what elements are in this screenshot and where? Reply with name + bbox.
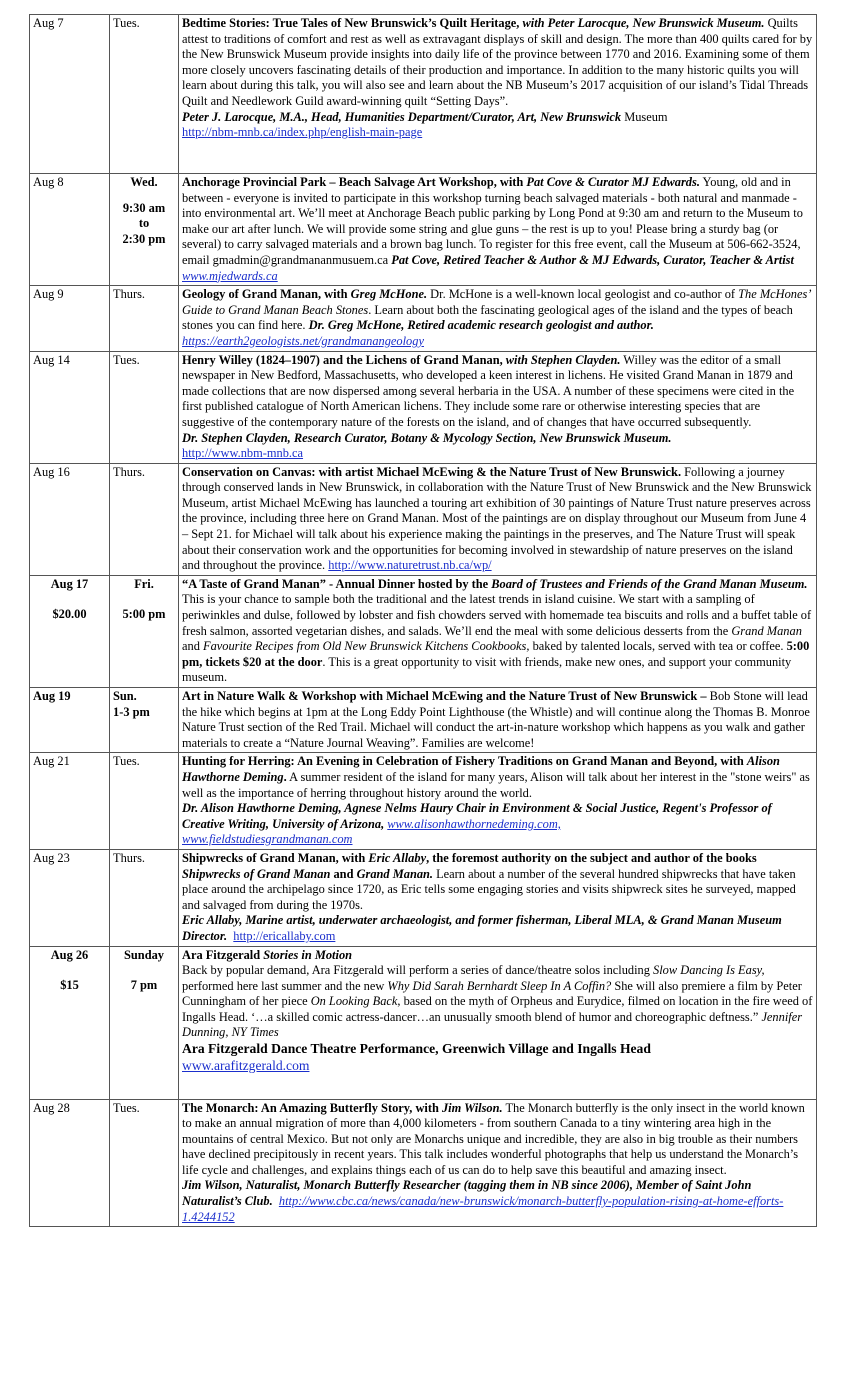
- event-row-aug-19: [30, 688, 817, 753]
- date-text: Aug 9: [33, 287, 64, 302]
- event-title: Art in Nature Walk & Workshop with Michael McEwing and the Nature Trust of New Brunswick –: [182, 689, 707, 703]
- event-body: Learn about a number of the several hundred shipwrecks that have taken place around the archipelago since 1720, as Eric tells some engaging stories and visits shipwreck sites he surveyed, mapped and salvaged from during the 1970s.: [182, 866, 796, 912]
- day-text: Sun.: [113, 689, 137, 703]
- date-text: Aug 19: [33, 689, 71, 703]
- presenter-credit: Peter J. Larocque, M.A., Head, Humanities Department/Curator, Art, New Brunswick: [182, 109, 622, 124]
- event-title-presenter: with Stephen Clayden.: [505, 352, 621, 367]
- event-title-presenter: Eric Allaby: [368, 850, 427, 865]
- day-text: Thurs.: [113, 850, 146, 865]
- event-body: Young, old and in between - everyone is invited to participate in this workshop turning beach salvaged materials - both natural and manmade - into environmental art. We’ll meet at Anchorage Beach public parking by Long Pond at 9:30 am and return to the Museum to make our art after lunch. We will provide some string and glue guns – the rest is up to you! Please bring a sturdy bag (or several) to carry salvaged materials and a brown bag lunch. To register for this free event, call the Museum at 506-662-3524, email gmadmin@grandmananmusuem.ca: [182, 175, 803, 267]
- event-date: [30, 575, 110, 687]
- solo-title-2: Why Did Sarah Bernhardt Sleep In A Coffin?: [387, 978, 612, 993]
- date-text: Aug 7: [33, 16, 64, 30]
- event-row-aug-16: [30, 463, 817, 575]
- day-text: Tues.: [113, 352, 140, 367]
- event-date: [30, 688, 110, 753]
- presenter-credit: Dr. Alison Hawthorne Deming, Agnese Nelms Haury Chair in Environment & Social Justice, Regent's Professor of Creative Writing, University of Arizona,: [182, 801, 772, 831]
- event-title-presenter: Greg McHone.: [350, 287, 428, 302]
- ticket-price: $15: [60, 978, 79, 993]
- event-body: Quilts attest to traditions of comfort and rest as well as extravagant displays of skill and design. The more than 400 quilts cared for by the New Brunswick Museum provide insights into daily life of the province between 1770 and 2016. Examining some of them more closely uncovers fascinating details of their production and importance. In addition to the many historic quilts you will learn about during this talk, you will also see and learn about the NB Museum’s 2017 acquisition of our island’s Tidal Threads Quilt and Needlework Guild award-winning quilt “Setting Days”.: [182, 16, 813, 108]
- date-text: Aug 21: [33, 754, 70, 769]
- event-row-aug-14: [30, 351, 817, 463]
- date-text: Aug 8: [33, 175, 64, 189]
- film-title: On Looking Back: [310, 994, 398, 1009]
- event-description: [179, 1099, 817, 1227]
- day-text: Thurs.: [113, 287, 146, 302]
- event-title-presenter: Jim Wilson.: [441, 1100, 503, 1115]
- event-title: The Monarch: An Amazing Butterfly Story, with: [182, 1100, 442, 1115]
- event-title: Henry Willey (1824–1907) and the Lichens of Grand Manan,: [182, 352, 506, 367]
- event-description: [179, 463, 817, 575]
- day-text: Tues.: [113, 1100, 140, 1115]
- time-start: 5:00 pm: [122, 607, 166, 622]
- event-date: [30, 1099, 110, 1227]
- day-text: Fri.: [134, 576, 154, 591]
- date-text: Aug 26: [50, 947, 89, 962]
- cookbook-title-2: Favourite Recipes from Old New Brunswick Kitchens Cookbooks,: [203, 639, 530, 654]
- event-date: [30, 849, 110, 946]
- event-link[interactable]: www.mjedwards.ca: [182, 268, 278, 283]
- event-title-show: Stories in Motion: [263, 947, 353, 962]
- presenter-credit: Dr. Stephen Clayden, Research Curator, Botany & Mycology Section, New Brunswick Museum.: [182, 430, 672, 445]
- book-title-1: Shipwrecks of Grand Manan: [182, 866, 331, 881]
- event-date: [30, 286, 110, 351]
- presenter-credit: Ara Fitzgerald Dance Theatre Performance, Greenwich Village and Ingalls Head: [182, 1041, 651, 1057]
- event-link[interactable]: http://ericallaby.com: [233, 928, 336, 943]
- event-day: [110, 688, 179, 753]
- event-link[interactable]: http://www.cbc.ca/news/canada/new-brunswick/monarch-butterfly-population-rising-at-home-efforts-1.4244152: [182, 1194, 784, 1224]
- event-date: [30, 174, 110, 286]
- event-body-cont-2: She will also premiere a film by Peter Cunningham of her piece: [182, 978, 802, 1009]
- event-description: [179, 351, 817, 463]
- day-text: Tues.: [113, 16, 140, 30]
- ticket-note: 5:00 pm, tickets $20 at the door: [182, 639, 810, 669]
- date-text: Aug 14: [33, 352, 70, 367]
- book-title-2: Grand Manan.: [356, 866, 434, 881]
- event-link[interactable]: www.alisonhawthornedeming.com,: [387, 816, 561, 831]
- event-body: Bob Stone will lead the hike which begins at 1pm at the Long Eddy Point Lighthouse (the Whistle) and will continue along the Thomas B. Monroe Nature Trust section of the Red Trail. Michael will conduct the art-in-nature workshop which happens as you walk and gather materials to create a “Nature Journal Weaving”. Families are welcome!: [182, 689, 810, 750]
- event-body: Willey was the editor of a small newspaper in New Bedford, Massachusetts, who developed a keen interest in lichens. He visited Grand Manan in 1879 and made collections that are now dispersed among several herbaria in the USA. A number of these specimens were cited in the first published catalogue of North American lichens. They include some rare or otherwise interesting species that are suggestive of the contemporary nature of the forests on the island, and of changes that have occurred subsequently.: [182, 352, 795, 429]
- event-body-end: . This is a great opportunity to visit with friends, make new ones, and support your community museum.: [182, 654, 792, 685]
- date-text: Aug 28: [33, 1100, 70, 1115]
- event-title: Conservation on Canvas: with artist Michael McEwing & the Nature Trust of New Brunswick.: [182, 464, 682, 479]
- time-start: 1-3 pm: [113, 704, 150, 719]
- event-link[interactable]: http://nbm-mnb.ca/index.php/english-main-page: [182, 125, 423, 140]
- event-day: [110, 351, 179, 463]
- event-row-aug-9: [30, 286, 817, 351]
- event-date: [30, 463, 110, 575]
- solo-title-1: Slow Dancing Is Easy,: [653, 963, 765, 978]
- event-title: Hunting for Herring: An Evening in Celebration of Fishery Traditions on Grand Manan and Beyond, with: [182, 754, 747, 769]
- event-title: Anchorage Provincial Park – Beach Salvage Art Workshop, with: [182, 175, 527, 189]
- book-title: The McHones’ Guide to Grand Manan Beach Stones: [182, 287, 811, 317]
- event-title-cont: , the foremost authority on the subject and author of the books: [426, 850, 757, 865]
- event-title-presenter: Alison Hawthorne Deming: [182, 754, 780, 784]
- event-title-presenter: Pat Cove & Curator MJ Edwards.: [526, 175, 700, 189]
- event-day: [110, 15, 179, 174]
- event-description: [179, 688, 817, 753]
- event-description: [179, 946, 817, 1099]
- event-title: “A Taste of Grand Manan” - Annual Dinner hosted by the: [182, 576, 492, 591]
- review-source: Jennifer Dunning, NY Times: [182, 1009, 803, 1040]
- event-body-cont: . Learn about both the fascinating geological ages of the island and the types of beach stones you can find here.: [182, 302, 793, 333]
- event-body-cont: performed here last summer and the new: [182, 978, 388, 993]
- event-link[interactable]: http://www.nbm-mnb.ca: [182, 446, 304, 461]
- event-row-aug-21: [30, 753, 817, 850]
- event-body: The Monarch butterfly is the only insect in the world known to make an annual migration of more than 4,000 kilometers - from southern Canada to a tiny wintering area high in the mountains of central Mexico. But not only are Monarchs unique and incredible, they are also in big trouble as their numbers have declined precipitously in recent years. This talk includes wonderful photographs that help us understand the Monarch’s life cycle and challenges, and explains things each of us can do to help save this beautiful and amazing insect.: [182, 1100, 805, 1177]
- time-start: 7 pm: [130, 978, 158, 993]
- presenter-credit: Pat Cove, Retired Teacher & Author & MJ Edwards, Curator, Teacher & Artist: [388, 252, 794, 267]
- event-body-cont-3: , based on the myth of Orpheus and Eurydice, filmed on location in the fire weed of Ingalls Head. ‘…a skilled comic actress-dancer…an unusually smooth blend of humor and choreographic deftness.”: [182, 994, 813, 1024]
- event-link-2[interactable]: www.fieldstudiesgrandmanan.com: [182, 832, 353, 847]
- date-text: Aug 17: [50, 576, 89, 591]
- day-text: Tues.: [113, 754, 140, 769]
- event-title-cont-2: and: [330, 866, 357, 881]
- event-title: Geology of Grand Manan, with: [182, 287, 351, 302]
- event-title-end: .: [283, 769, 287, 784]
- event-title: Shipwrecks of Grand Manan, with: [182, 850, 369, 865]
- event-body: Back by popular demand, Ara Fitzgerald will perform a series of dance/theatre solos including: [182, 963, 654, 978]
- event-title-host: Board of Trustees and Friends of the Grand Manan Museum.: [491, 576, 808, 591]
- presenter-credit-tail: Museum: [621, 109, 668, 124]
- event-day: [110, 1099, 179, 1227]
- event-title: Bedtime Stories: True Tales of New Brunswick’s Quilt Heritage,: [182, 16, 523, 30]
- event-body: This is your chance to sample both the traditional and the latest trends in island cuisine. We start with a sampling of periwinkles and dulse, followed by lobster and fish chowders served with homemade tea biscuits and rolls and a buffet table of fresh salmon, assorted vegetarian dishes, and salads. We’ll end the meal with some delicious desserts from the: [182, 592, 812, 638]
- day-text: Thurs.: [113, 464, 146, 479]
- event-row-aug-17: [30, 575, 817, 687]
- event-body: A summer resident of the island for many years, Alison will talk about her interest in the "stone weirs" as well as the importance of herring throughout history around the world.: [182, 769, 810, 800]
- date-text: Aug 16: [33, 464, 70, 479]
- event-day: [110, 463, 179, 575]
- event-link[interactable]: https://earth2geologists.net/grandmanangeology: [182, 333, 424, 348]
- event-day: [110, 753, 179, 850]
- event-description: [179, 575, 817, 687]
- event-day: [110, 849, 179, 946]
- event-body: Following a journey through conserved lands in New Brunswick, in collaboration with the Nature Trust of New Brunswick and the New Brunswick Museum, artist Michael McEwing has launched a touring art exhibition of 30 paintings of Nature Trust nature preserves across the province, including three here on Grand Manan. Most of the paintings are on display throughout our Museum from June 4 – Sept 21. for Michael will talk about his experience making the paintings in the preserves, and The Nature Trust will speak about their conservation work and the opportunities for becoming involved in stewardship of nature preserves on the island and throughout the province.: [182, 464, 812, 573]
- event-description: [179, 286, 817, 351]
- event-date: [30, 15, 110, 174]
- event-row-aug-26: [30, 946, 817, 1099]
- day-text: Wed.: [130, 175, 158, 189]
- event-row-aug-7: [30, 15, 817, 174]
- event-description: [179, 849, 817, 946]
- event-title: Ara Fitzgerald: [182, 947, 264, 962]
- event-day: [110, 946, 179, 1099]
- date-text: Aug 23: [33, 850, 70, 865]
- event-row-aug-8: [30, 174, 817, 286]
- event-day: [110, 174, 179, 286]
- event-link[interactable]: http://www.naturetrust.nb.ca/wp/: [328, 558, 492, 573]
- event-title-presenter: with Peter Larocque, New Brunswick Museum.: [522, 16, 765, 30]
- event-day: [110, 286, 179, 351]
- ticket-price: $20.00: [52, 607, 87, 622]
- event-day: [110, 575, 179, 687]
- event-body-cont: and: [182, 639, 203, 654]
- time-separator: to: [138, 216, 150, 231]
- event-description: [179, 15, 817, 174]
- event-description: [179, 174, 817, 286]
- time-start: 9:30 am: [122, 200, 166, 215]
- event-description: [179, 753, 817, 850]
- event-link[interactable]: www.arafitzgerald.com: [182, 1057, 310, 1073]
- event-date: [30, 946, 110, 1099]
- event-date: [30, 351, 110, 463]
- time-end: 2:30 pm: [122, 231, 166, 246]
- event-date: [30, 753, 110, 850]
- events-schedule: [29, 14, 817, 1227]
- event-row-aug-23: [30, 849, 817, 946]
- presenter-credit: Jim Wilson, Naturalist, Monarch Butterfly Researcher (tagging them in NB since 2006), Member of Saint John Naturalist’s Club.: [182, 1178, 752, 1209]
- event-body: Dr. McHone is a well-known local geologist and co-author of: [427, 287, 739, 302]
- event-row-aug-28: [30, 1099, 817, 1227]
- presenter-credit: Eric Allaby, Marine artist, underwater archaeologist, and former fisherman, Liberal MLA, & Grand Manan Museum Director.: [182, 913, 782, 943]
- presenter-credit: Dr. Greg McHone, Retired academic research geologist and author.: [308, 318, 654, 333]
- events-table: [29, 14, 817, 1227]
- day-text: Sunday: [124, 947, 164, 962]
- event-body-cont-2: baked by talented locals, served with tea or coffee.: [529, 639, 787, 654]
- cookbook-title-1: Grand Manan: [731, 623, 802, 638]
